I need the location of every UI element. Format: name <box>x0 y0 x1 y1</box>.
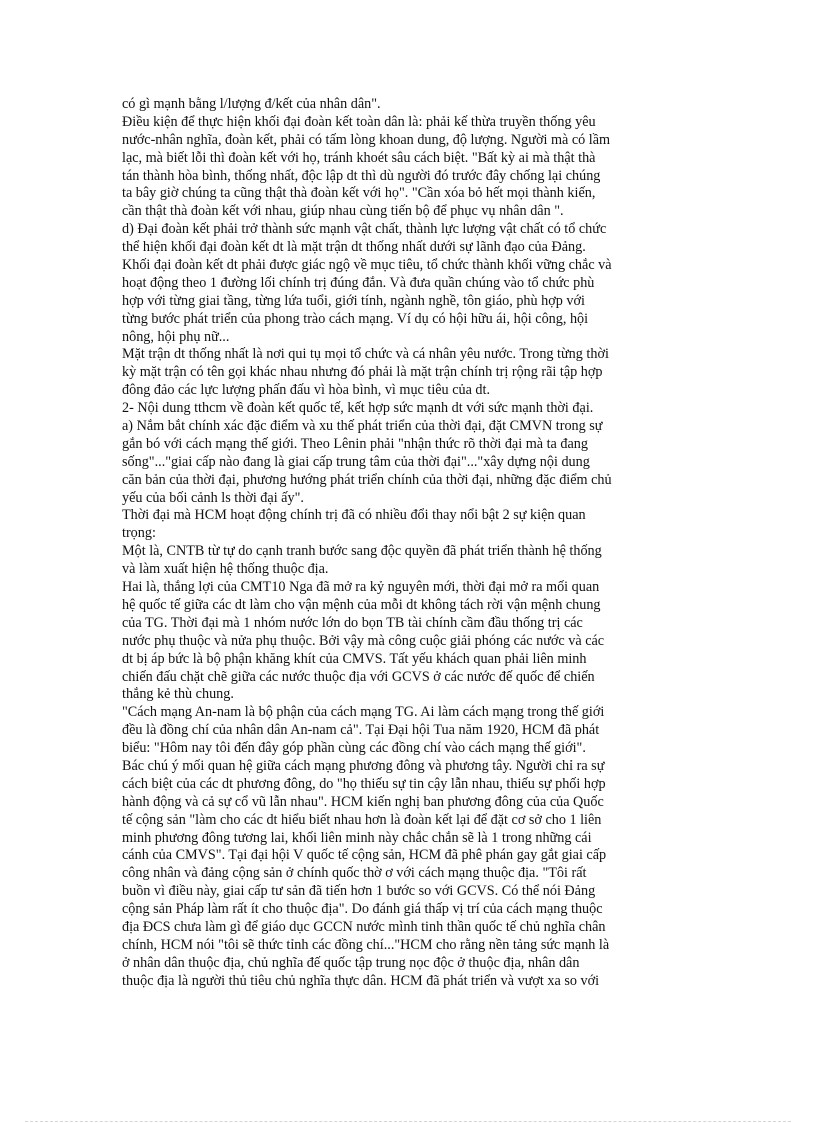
text-line: ở nhân dân thuộc địa, chủ nghĩa đế quốc tập trung nọc độc ở thuộc địa, nhân dân <box>122 954 580 971</box>
text-line: Điều kiện để thực hiện khối đại đoàn kết toàn dân là: phải kế thừa truyền thống yêu <box>122 113 596 130</box>
text-line: thắng kẻ thù chung. <box>122 686 234 703</box>
text-line: minh phương đông tương lai, khối liên minh này chắc chắn sẽ là 1 trong những cái <box>122 829 592 846</box>
text-line: địa ĐCS chưa làm gì để giáo dục GCCN nước mình tinh thần quốc tế chủ nghĩa chân <box>122 918 606 935</box>
text-line: tán thành hòa bình, thống nhất, độc lập dt thì dù người đó trước đây chống lại chúng <box>122 167 601 184</box>
text-line: căn bản của thời đại, phương hướng phát triển chính của thời đại, những đặc điểm chủ <box>122 471 612 488</box>
text-line: biểu: "Hôm nay tôi đến đây góp phần cùng các đồng chí vào cách mạng thế giới". <box>122 740 586 757</box>
text-line: lạc, mà biết lỗi thì đoàn kết với họ, tránh khoét sâu cách biệt. "Bất kỳ ai mà thật thà <box>122 149 596 166</box>
text-line: cần thật thà đoàn kết với nhau, giúp nhau cùng tiến bộ để phục vụ nhân dân ". <box>122 203 564 220</box>
text-line: cách biệt của các dt phương đông, do "họ thiếu sự tin cậy lẫn nhau, thiếu sự phối hợp <box>122 775 606 792</box>
text-line: thể hiện khối đại đoàn kết dt là mặt trận dt thống nhất dưới sự lãnh đạo của Đảng. <box>122 239 586 256</box>
text-line: hành động và cả sự cổ vũ lẫn nhau". HCM kiến nghị ban phương đông của của Quốc <box>122 793 604 810</box>
text-line: chiến đấu chặt chẽ giữa các nước thuộc địa với GCVS ở các nước đế quốc để chiến <box>122 668 595 685</box>
text-line: của TG. Thời đại mà 1 nhóm nước lớn do bọn TB tài chính cầm đầu thống trị các <box>122 614 583 631</box>
text-line: cộng sản Pháp làm rất ít cho thuộc địa". Do đánh giá thấp vị trí của cách mạng thuộc <box>122 901 603 918</box>
text-line: kỳ mặt trận có tên gọi khác nhau nhưng đó phải là mặt trận chính trị rộng rãi tập hợp <box>122 364 603 381</box>
body-text <box>122 96 702 991</box>
text-line: từng bước phát triển của phong trào cách mạng. Ví dụ có hội hữu ái, hội công, hội <box>122 310 589 327</box>
text-line: hợp với từng giai tầng, từng lứa tuổi, giới tính, ngành nghề, tôn giáo, phù hợp với <box>122 292 585 309</box>
text-line: "Cách mạng An-nam là bộ phận của cách mạng TG. Ai làm cách mạng trong thế giới <box>122 704 605 721</box>
text-line: nông, hội phụ nữ... <box>122 328 230 345</box>
page-bottom-rule <box>25 1121 791 1122</box>
text-line: Bác chú ý mối quan hệ giữa cách mạng phương đông và phương tây. Người chỉ ra sự <box>122 757 605 774</box>
text-line: dt bị áp bức là bộ phận khăng khít của CMVS. Tất yếu khách quan phải liên minh <box>122 650 587 667</box>
text-line: có gì mạnh bằng l/lượng đ/kết của nhân dân". <box>122 96 381 112</box>
text-line: gắn bó với cách mạng thế giới. Theo Lênin phải "nhận thức rõ thời đại mà ta đang <box>122 435 588 452</box>
text-line: Thời đại mà HCM hoạt động chính trị đã có nhiều đổi thay nổi bật 2 sự kiện quan <box>122 507 586 524</box>
text-line: sống"..."giai cấp nào đang là giai cấp trung tâm của thời đại"..."xây dựng nội dung <box>122 453 590 470</box>
text-line: hoạt động theo 1 đường lối chính trị đúng đắn. Và đưa quần chúng vào tổ chức phù <box>122 274 595 291</box>
text-line: Hai là, thắng lợi của CMT10 Nga đã mở ra kỷ nguyên mới, thời đại mở ra mối quan <box>122 579 600 596</box>
text-line: Mặt trận dt thống nhất là nơi qui tụ mọi tổ chức và cá nhân yêu nước. Trong từng thời <box>122 346 609 363</box>
text-line: và làm xuất hiện hệ thống thuộc địa. <box>122 561 329 578</box>
text-line: đông đảo các lực lượng phấn đấu vì hòa bình, vì mục tiêu của dt. <box>122 382 491 399</box>
text-line: 2- Nội dung tthcm về đoàn kết quốc tế, kết hợp sức mạnh dt với sức mạnh thời đại. <box>122 400 594 417</box>
text-line: d) Đại đoàn kết phải trở thành sức mạnh vật chất, thành lực lượng vật chất có tổ chức <box>122 221 607 238</box>
text-line: nước-nhân nghĩa, đoàn kết, phải có tấm lòng khoan dung, độ lượng. Người mà có lầm <box>122 131 611 148</box>
text-line: ta bây giờ chúng ta cũng thật thà đoàn kết với họ". "Cần xóa bỏ hết mọi thành kiến, <box>122 185 596 202</box>
text-line: chính, HCM nói "tôi sẽ thức tỉnh các đồng chí..."HCM cho rằng nền tảng sức mạnh là <box>122 936 610 953</box>
text-line: Khối đại đoàn kết dt phải được giác ngộ về mục tiêu, tổ chức thành khối vững chắc và <box>122 257 612 274</box>
text-line: yếu của bối cảnh ls thời đại ấy". <box>122 489 304 506</box>
text-line: tế cộng sản "làm cho các dt hiểu biết nhau hơn là đoàn kết lại để đặt cơ sở cho 1 liên <box>122 811 602 828</box>
text-line: đều là đồng chí của nhân dân An-nam cả". Tại Đại hội Tua năm 1920, HCM đã phát <box>122 722 600 739</box>
text-line: hệ quốc tế giữa các dt làm cho vận mệnh của mỗi dt không tách rời vận mệnh chung <box>122 596 601 613</box>
text-line: cánh của CMVS". Tại đại hội V quốc tế cộng sản, HCM đã phê phán gay gắt giai cấp <box>122 847 607 864</box>
text-line: trọng: <box>122 525 156 542</box>
text-line: nước phụ thuộc và nửa phụ thuộc. Bởi vậy mà công cuộc giải phóng các nước và các <box>122 632 605 649</box>
text-line: công nhân và đảng cộng sản ở chính quốc thờ ơ với cách mạng thuộc địa. "Tôi rất <box>122 865 587 882</box>
text-line: a) Nắm bắt chính xác đặc điểm và xu thế phát triển của thời đại, đặt CMVN trong sự <box>122 418 603 435</box>
text-line: Một là, CNTB từ tự do cạnh tranh bước sang độc quyền đã phát triển thành hệ thống <box>122 543 602 560</box>
text-line: buồn vì điều này, giai cấp tư sản đã tiến hơn 1 bước so với GCVS. Có thể nói Đảng <box>122 883 596 900</box>
text-line: thuộc địa là người thủ tiêu chủ nghĩa thực dân. HCM đã phát triển và vượt xa so với <box>122 972 600 989</box>
